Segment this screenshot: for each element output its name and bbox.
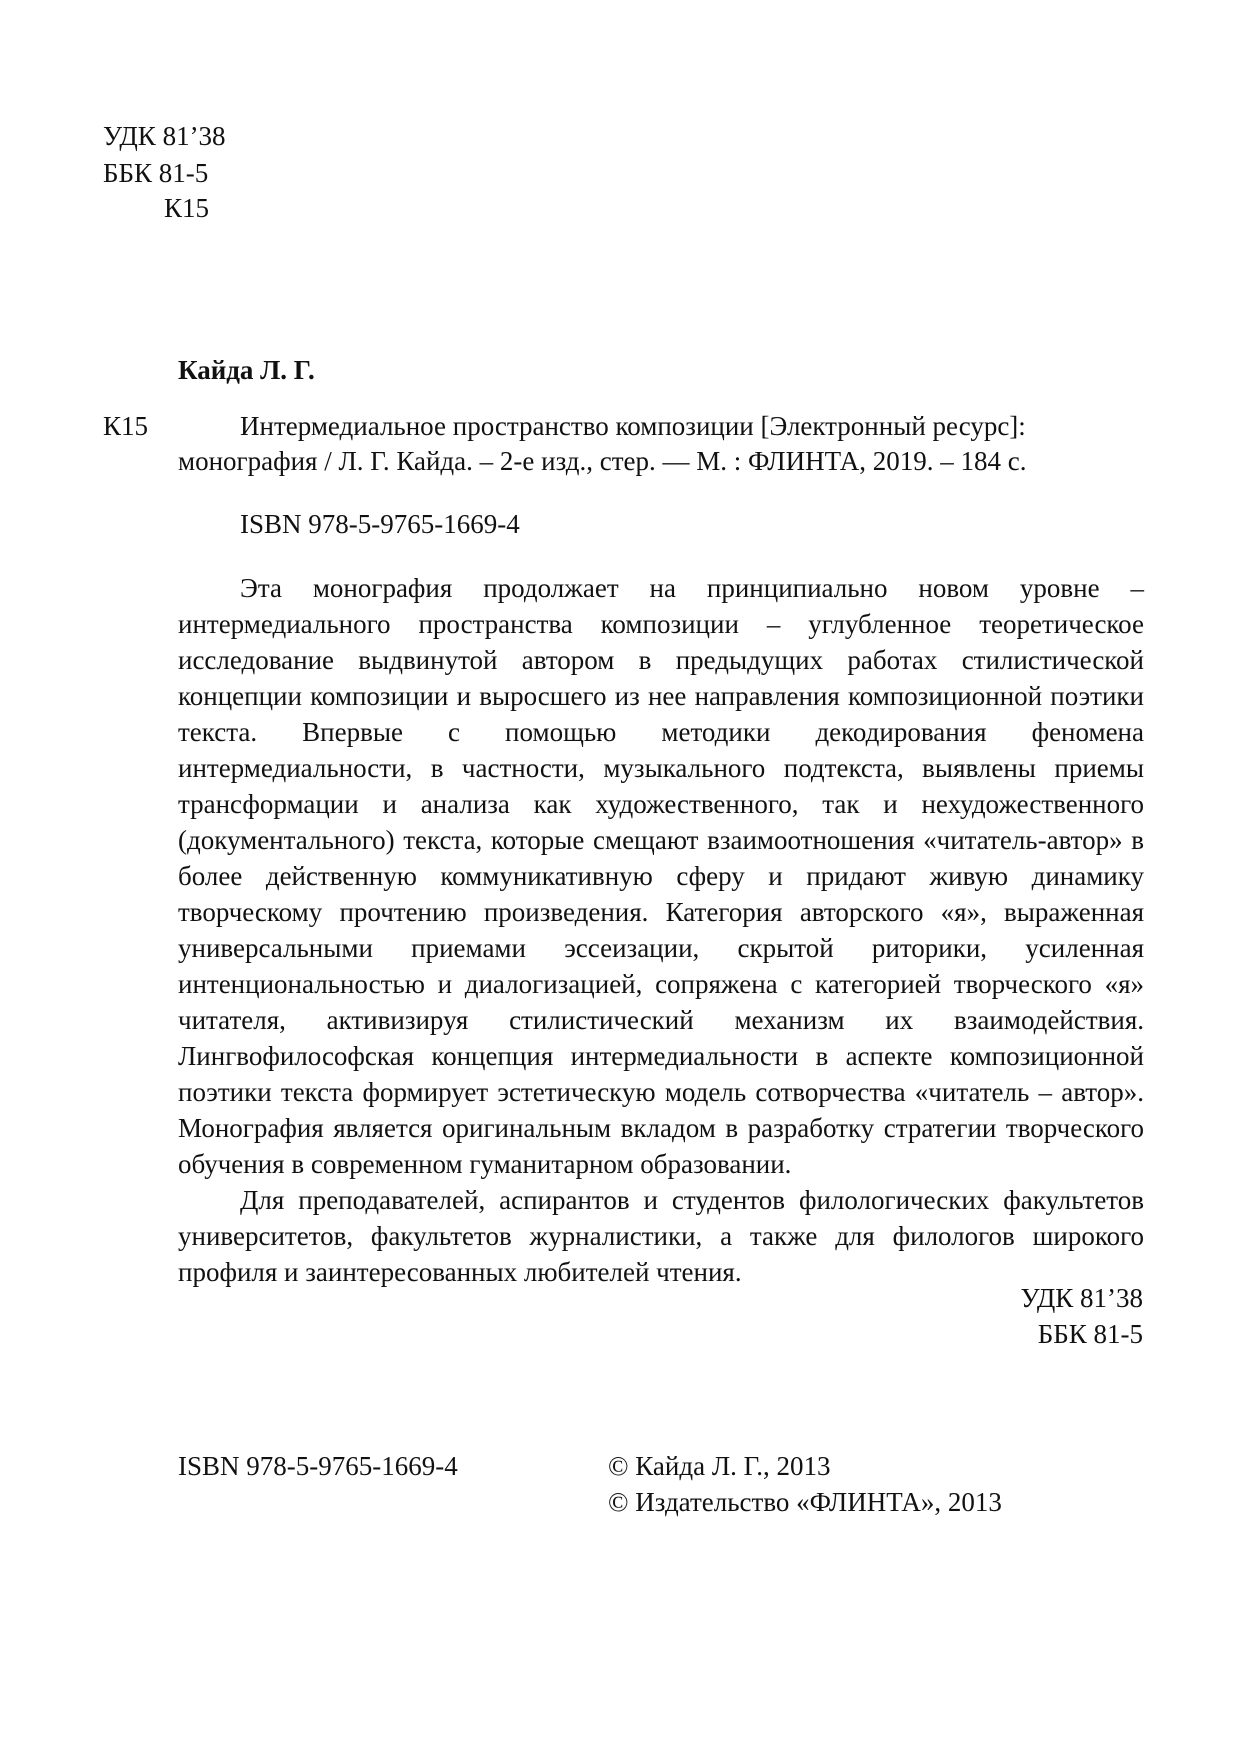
imprint-isbn: ISBN 978-5-9765-1669-4 (178, 1451, 458, 1481)
abstract-paragraph-1: Эта монография продолжает на принципиально новом уровне – интермедиального пространства композиции – углубленное теоретическое исследование выдвинутой автором в предыдущих работах стилистической концепции композиции и выросшего из нее направления композиционной поэтики текста. Впервые с помощью методики декодирования феномена интермедиальности, в частности, музыкального подтекста, выявлены приемы трансформации и анализа как художественного, так и нехудожественного (документального) текста, которые смещают взаимоотношения «читатель-автор» в более действенную коммуникативную сферу и придают живую динамику творческому прочтению произведения. Категория авторского «я», выраженная универсальными приемами эссеизации, скрытой риторики, усиленная интенциональностью и диалогизацией, сопряжена с категорией творческого «я» читателя, активизируя стилистический механизм их взаимодействия. Лингвофилософская концепция интермедиальности в аспекте композиционной поэтики текста формирует эстетическую модель сотворчества «читатель – автор». Монография является оригинальным вкладом в разработку стратегии творческого обучения в современном гуманитарном образовании. (178, 573, 1144, 1179)
bbk-code: ББК 81-5 (103, 158, 209, 188)
author-sign: К15 (164, 193, 210, 223)
record-isbn: ISBN 978-5-9765-1669-4 (240, 509, 520, 539)
title-line-1: Интермедиальное пространство композиции [Электронный ресурс]: (240, 411, 1026, 441)
udk-code: УДК 81’38 (103, 121, 226, 151)
footer-bbk-code: ББК 81-5 (1037, 1319, 1143, 1349)
copyright-publisher: © Издательство «ФЛИНТА», 2013 (608, 1487, 1002, 1517)
copyright-author: © Кайда Л. Г., 2013 (608, 1451, 831, 1481)
title-line-2: монография / Л. Г. Кайда. – 2-е изд., стер. — М. : ФЛИНТА, 2019. – 184 с. (178, 446, 1027, 476)
author-name: Кайда Л. Г. (178, 355, 315, 385)
abstract (178, 570, 1144, 1290)
footer-udk-code: УДК 81’38 (1020, 1283, 1143, 1313)
record-author-sign: К15 (103, 411, 149, 441)
abstract-paragraph-2: Для преподавателей, аспирантов и студентов филологических факультетов университетов, факультетов журналистики, а также для филологов широкого профиля и заинтересованных любителей чтения. (178, 1185, 1144, 1287)
